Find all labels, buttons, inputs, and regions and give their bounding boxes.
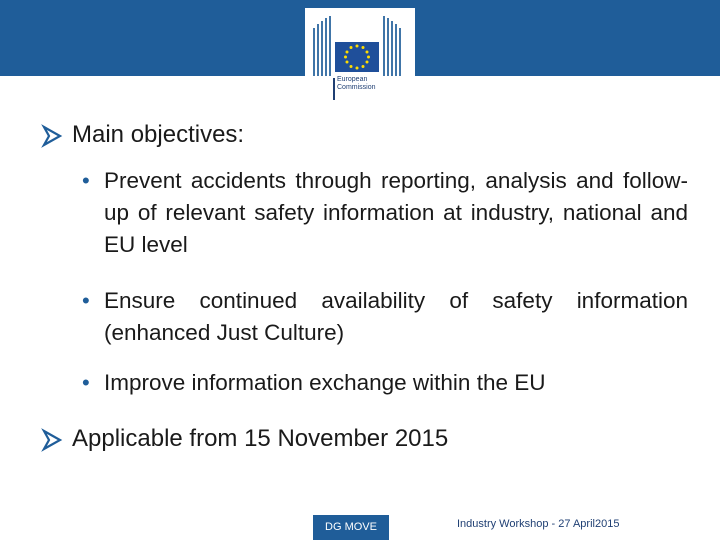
objective-item-3 — [82, 367, 688, 399]
objective-item-2 — [82, 285, 688, 349]
bullet-dot-icon: • — [82, 288, 90, 313]
logo-line2: Commission — [337, 84, 376, 91]
main-objectives-title: Main objectives: — [72, 121, 245, 148]
objective-item-1 — [82, 165, 688, 261]
objective-text-3: Improve information exchange within the EU — [104, 370, 546, 395]
arrow-bullet-icon — [40, 124, 64, 148]
objective-text-2: Ensure continued availability of safety information (enhanced Just Culture) — [104, 288, 688, 345]
arrow-bullet-icon — [40, 428, 64, 452]
bullet-dot-icon: • — [82, 168, 90, 193]
objective-text-1: Prevent accidents through reporting, analysis and follow-up of relevant safety information at industry, national and EU level — [104, 168, 688, 257]
logo-line1: European — [337, 76, 368, 83]
footer-event: Industry Workshop - 27 April2015 — [457, 518, 620, 530]
bullet-dot-icon: • — [82, 370, 90, 395]
footer-dg-tag: DG MOVE — [313, 515, 389, 540]
applicable-date: Applicable from 15 November 2015 — [72, 425, 449, 452]
